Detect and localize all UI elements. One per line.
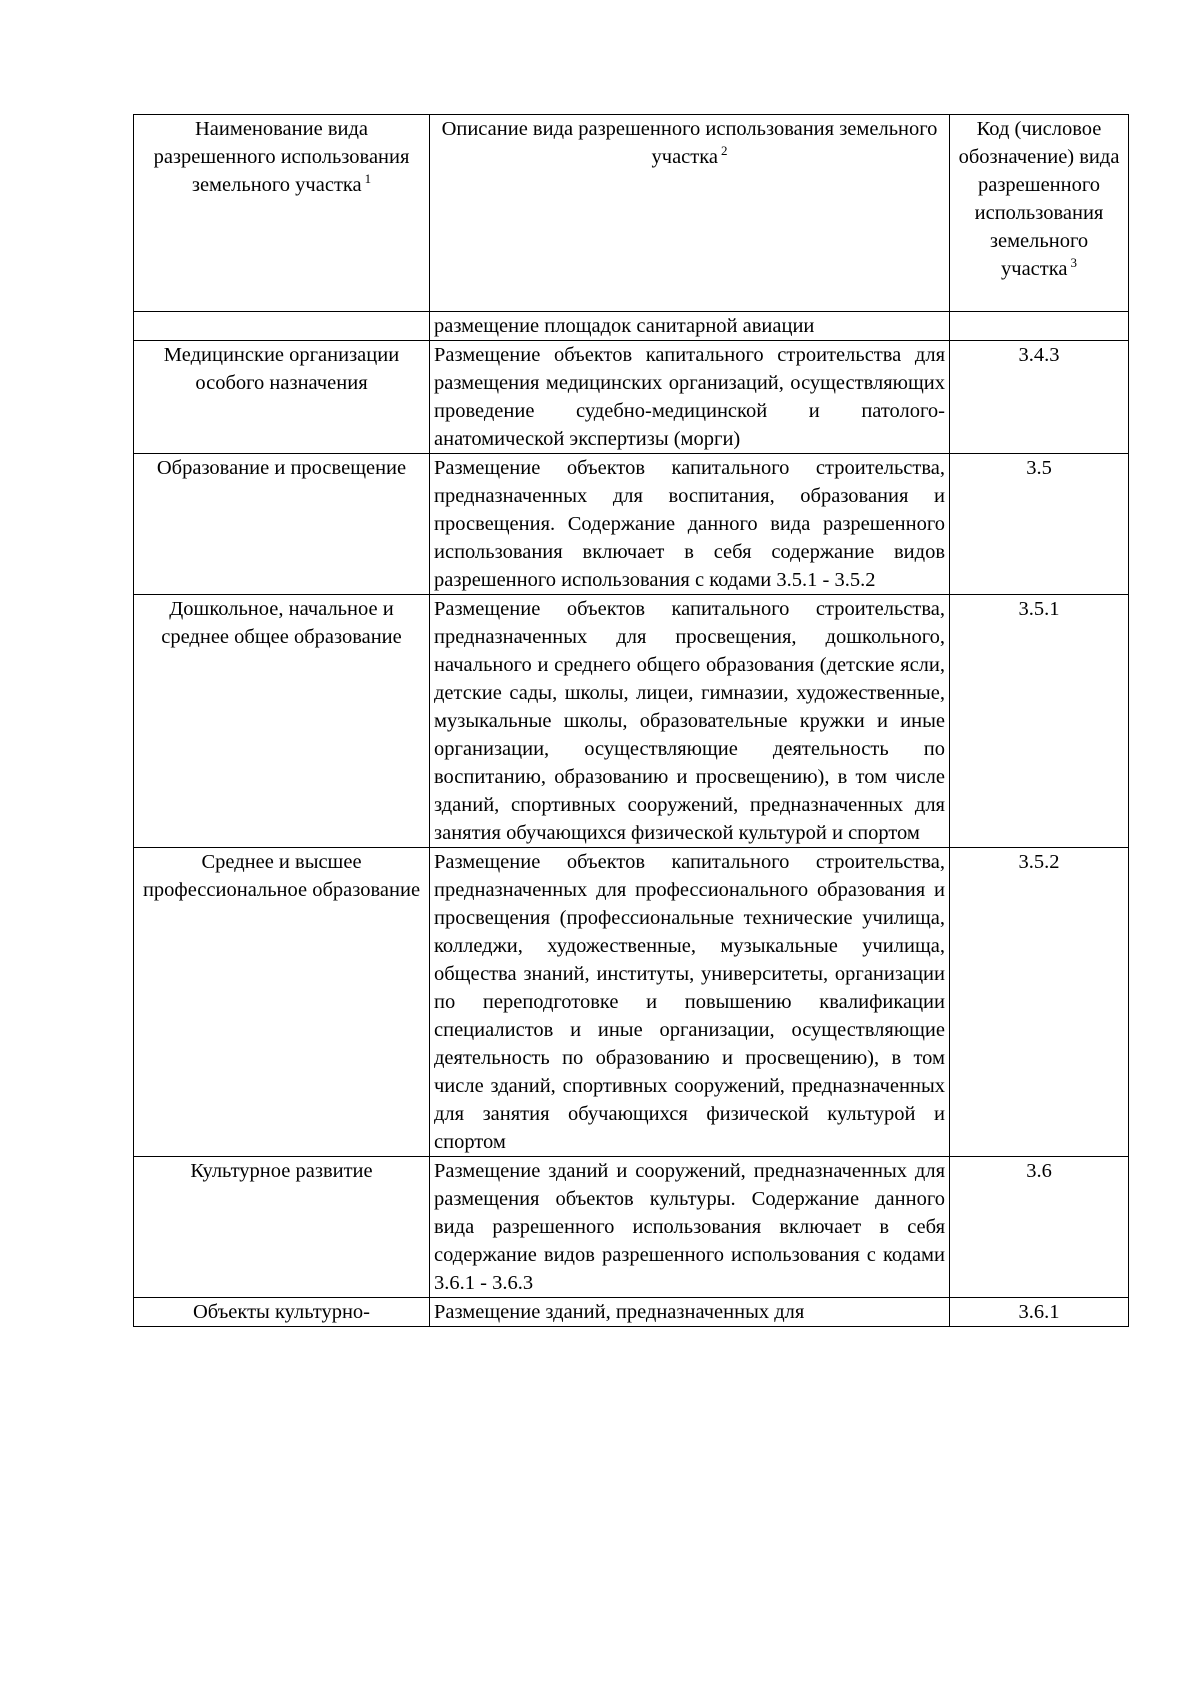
land-use-description: Размещение объектов капитального строительства, предназначенных для профессионального образования и просвещения (профессиональные технические училища, колледжи, художественные, музыкальные училища, общества знаний, институты, университеты, организации по переподготовке и повышению квалификации специалистов и иные организации, осуществляющие деятельность по образованию и просвещению), в том числе зданий, спортивных сооружений, предназначенных для занятия обучающихся физической культурой и спортом <box>430 848 950 1157</box>
land-use-table <box>133 114 1129 1327</box>
header-code-text: Код (числовое обозначение) вида разрешенного использования земельного участка <box>958 118 1120 280</box>
land-use-name: Медицинские организации особого назначения <box>134 341 430 454</box>
table-row <box>134 1298 1129 1327</box>
land-use-code: 3.6 <box>950 1157 1129 1298</box>
land-use-code: 3.5.2 <box>950 848 1129 1157</box>
footnote-mark-1: 1 <box>364 171 372 186</box>
table-row <box>134 312 1129 341</box>
header-code-cell <box>950 115 1129 312</box>
table-row <box>134 341 1129 454</box>
table-row <box>134 848 1129 1157</box>
header-name-text: Наименование вида разрешенного использования земельного участка <box>153 118 410 196</box>
land-use-description: Размещение объектов капитального строительства, предназначенных для просвещения, дошкольного, начального и среднего общего образования (детские ясли, детские сады, школы, лицеи, гимназии, художественные, музыкальные школы, образовательные кружки и иные организации, осуществляющие деятельность по воспитанию, образованию и просвещению), в том числе зданий, спортивных сооружений, предназначенных для занятия обучающихся физической культурой и спортом <box>430 595 950 848</box>
land-use-description: Размещение объектов капитального строительства, предназначенных для воспитания, образования и просвещения. Содержание данного вида разрешенного использования включает в себя содержание видов разрешенного использования с кодами 3.5.1 - 3.5.2 <box>430 454 950 595</box>
header-description-cell <box>430 115 950 312</box>
table-row <box>134 1157 1129 1298</box>
land-use-code <box>950 312 1129 341</box>
land-use-description: размещение площадок санитарной авиации <box>430 312 950 341</box>
header-description-text: Описание вида разрешенного использования земельного участка <box>441 118 938 168</box>
land-use-name: Объекты культурно- <box>134 1298 430 1327</box>
land-use-code: 3.5 <box>950 454 1129 595</box>
table-body <box>134 312 1129 1327</box>
land-use-name: Культурное развитие <box>134 1157 430 1298</box>
land-use-code: 3.6.1 <box>950 1298 1129 1327</box>
land-use-code: 3.4.3 <box>950 341 1129 454</box>
header-name-cell <box>134 115 430 312</box>
land-use-description: Размещение зданий, предназначенных для <box>430 1298 950 1327</box>
table-header <box>134 115 1129 312</box>
land-use-name: Дошкольное, начальное и среднее общее образование <box>134 595 430 848</box>
footnote-mark-3: 3 <box>1070 255 1077 270</box>
land-use-description: Размещение объектов капитального строительства для размещения медицинских организаций, осуществляющих проведение судебно-медицинской и патолого-анатомической экспертизы (морги) <box>430 341 950 454</box>
land-use-name: Среднее и высшее профессиональное образование <box>134 848 430 1157</box>
land-use-description: Размещение зданий и сооружений, предназначенных для размещения объектов культуры. Содержание данного вида разрешенного использования включает в себя содержание видов разрешенного использования с кодами 3.6.1 - 3.6.3 <box>430 1157 950 1298</box>
table-row <box>134 595 1129 848</box>
land-use-code: 3.5.1 <box>950 595 1129 848</box>
table-row <box>134 454 1129 595</box>
land-use-name: Образование и просвещение <box>134 454 430 595</box>
land-use-name <box>134 312 430 341</box>
footnote-mark-2: 2 <box>720 143 728 158</box>
